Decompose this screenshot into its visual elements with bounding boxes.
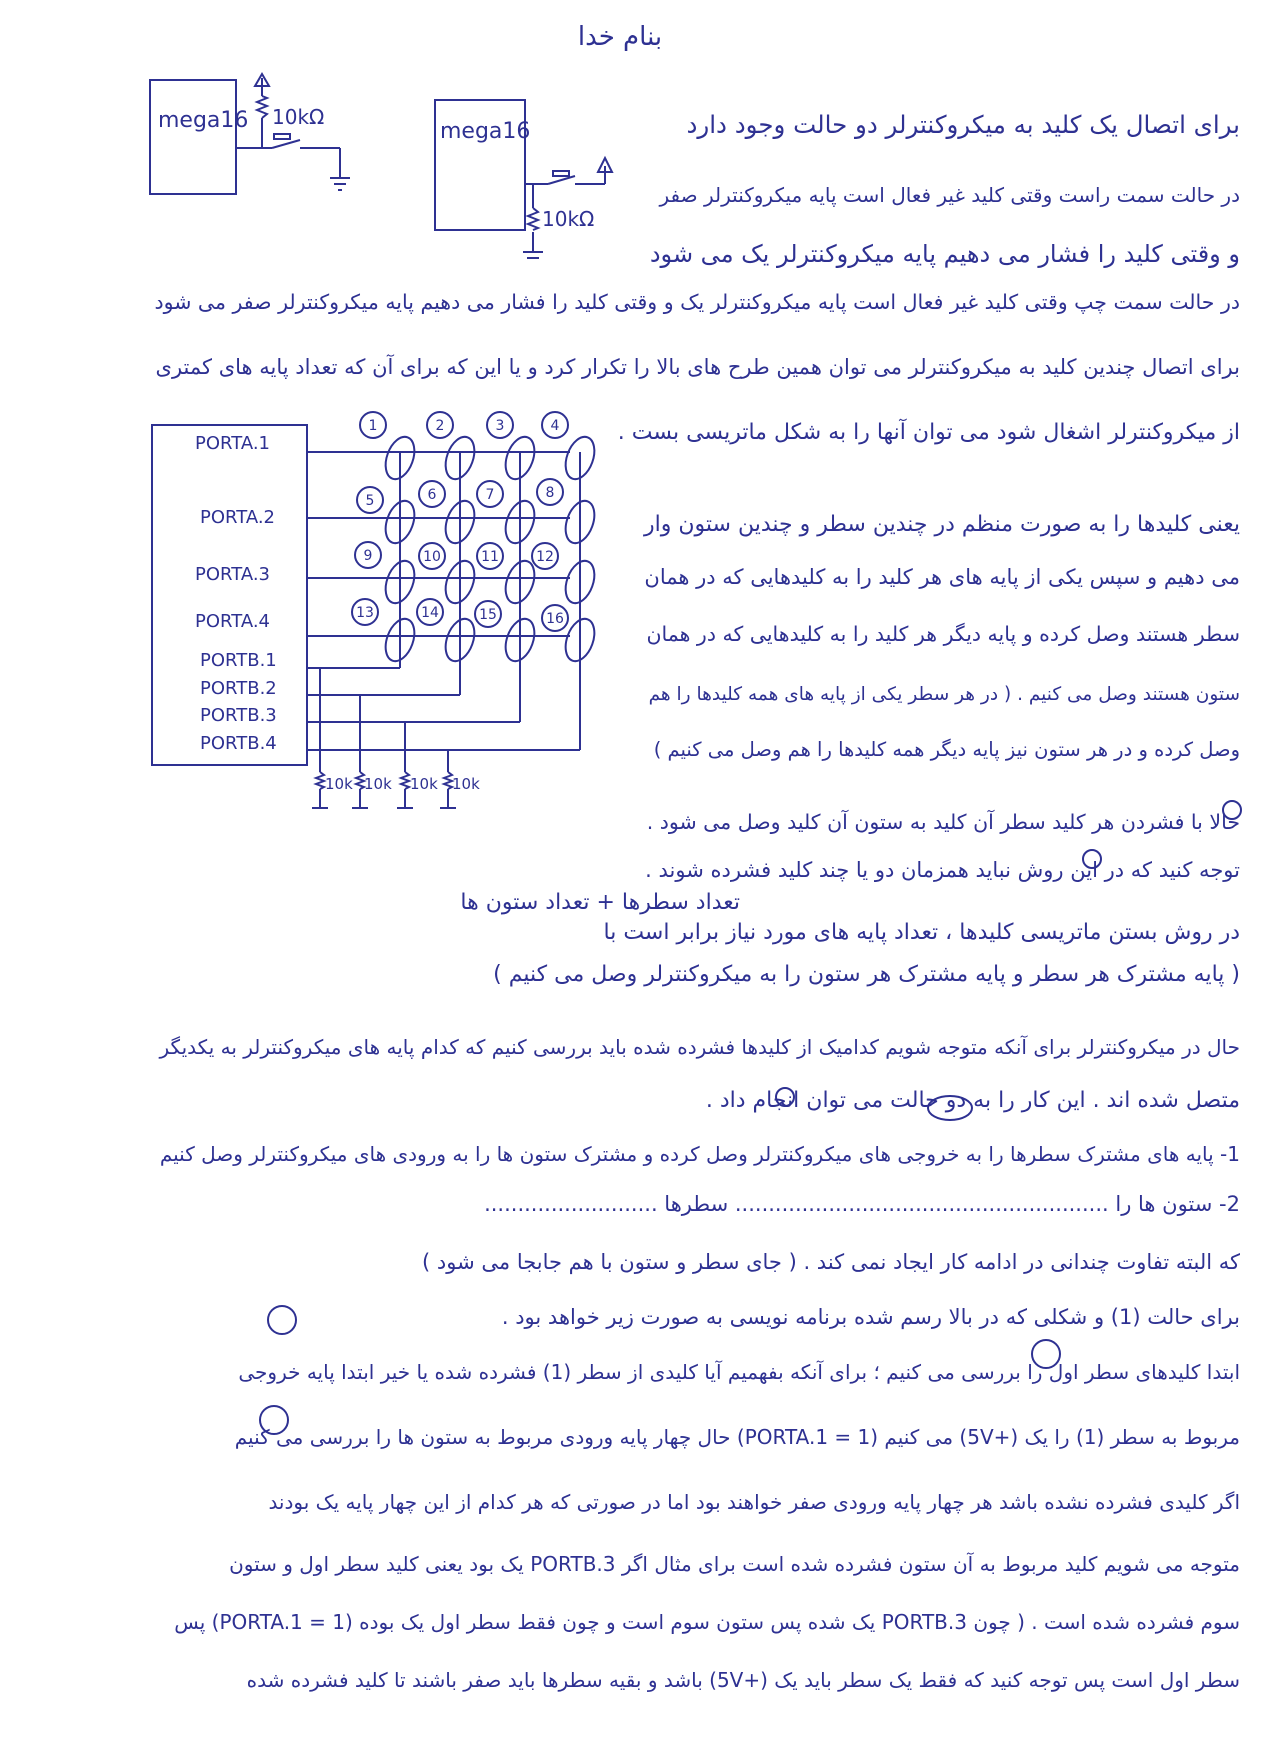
matrix-line: حالا با فشردن هر کلید سطر آن کلید به ستون آن کلید وصل می شود . <box>646 810 1240 834</box>
svg-text:7: 7 <box>485 487 495 503</box>
resistor-label-right: 10kΩ <box>542 207 595 231</box>
body-line: 1- پایه های مشترک سطرها را به خروجی های میکروکنترلر وصل کرده و مشترک ستون ها را به ورودی های میکروکنترلر وصل کنیم <box>159 1142 1240 1166</box>
svg-text:5: 5 <box>365 493 375 509</box>
body-line: برای حالت (1) و شکلی که در بالا رسم شده برنامه نویسی به صورت زیر خواهد بود . <box>501 1305 1240 1329</box>
body-line: متصل شده اند . این کار را به دو حالت می توان انجام داد . <box>705 1088 1240 1113</box>
svg-text:PORTB.1: PORTB.1 <box>200 650 277 671</box>
body-line: تعداد سطرها + تعداد ستون ها <box>460 890 740 915</box>
svg-text:10: 10 <box>423 549 441 565</box>
body-line: که البته تفاوت چندانی در ادامه کار ایجاد نمی کند . ( جای سطر و ستون با هم جابجا می شود ) <box>422 1250 1240 1274</box>
svg-text:PORTA.1: PORTA.1 <box>195 433 270 454</box>
svg-text:3: 3 <box>495 418 505 434</box>
body-line: سوم فشرده شده است . ( چون PORTB.3 یک شده پس ستون سوم است و چون فقط سطر اول یک بوده (PORTA.1 = 1) پس <box>174 1610 1240 1634</box>
svg-text:14: 14 <box>421 605 439 621</box>
body-line: متوجه می شویم کلید مربوط به آن ستون فشرده شده است برای مثال اگر PORTB.3 یک بود یعنی کلید سطر اول و ستون <box>229 1552 1240 1576</box>
matrix-line: می دهیم و سپس یکی از پایه های هر کلید را به کلیدهایی که در همان <box>644 565 1240 589</box>
chip-label-left: mega16 <box>158 108 249 133</box>
switch-right <box>548 176 575 184</box>
matrix-line: یعنی کلیدها را به صورت منظم در چندین سطر و چندین ستون وار <box>644 512 1240 537</box>
svg-text:9: 9 <box>363 548 373 564</box>
svg-text:2: 2 <box>435 418 445 434</box>
port-labels <box>195 433 277 754</box>
body-line: ( پایه مشترک هر سطر و پایه مشترک هر ستون را به میکروکنترلر وصل می کنیم ) <box>493 962 1240 987</box>
resistor-label-left: 10kΩ <box>272 105 325 129</box>
body-line: 2- ستون ها را ........................................................ سطرها .......................... <box>484 1192 1240 1216</box>
svg-text:4: 4 <box>550 418 560 434</box>
body-line: در روش بستن ماتریسی کلیدها ، تعداد پایه های مورد نیاز برابر است با <box>603 920 1240 945</box>
body-line: مربوط به سطر (1) را یک (+5V) می کنیم (PORTA.1 = 1) حال چهار پایه ورودی مربوط به ستون ها را بررسی می کنیم <box>234 1425 1240 1449</box>
body-line: حال در میکروکنترلر برای آنکه متوجه شویم کدامیک از کلیدها فشرده شده باید بررسی کنیم که کدام پایه های میکروکنترلر به یکدیگر <box>159 1035 1240 1059</box>
svg-text:PORTA.4: PORTA.4 <box>195 611 270 632</box>
matrix-line: سطر هستند وصل کرده و پایه دیگر هر کلید را به کلیدهایی که در همان <box>646 622 1240 646</box>
svg-text:11: 11 <box>481 549 499 565</box>
matrix-line: توجه کنید که در این روش نباید همزمان دو یا چند کلید فشرده شوند . <box>645 858 1240 882</box>
intro-line: برای اتصال یک کلید به میکروکنترلر دو حالت وجود دارد <box>686 110 1240 139</box>
svg-text:1: 1 <box>368 418 378 434</box>
resistor-left <box>257 96 267 118</box>
chip-label-right: mega16 <box>440 119 531 144</box>
svg-text:10k: 10k <box>364 775 392 793</box>
svg-text:12: 12 <box>536 549 554 565</box>
svg-text:15: 15 <box>479 607 497 623</box>
body-line: سطر اول است پس توجه کنید که فقط یک سطر باید یک (+5V) باشد و بقیه سطرها باید صفر باشند تا کلید فشرده شده <box>246 1668 1240 1692</box>
svg-text:10k: 10k <box>410 775 438 793</box>
intro-line: در حالت سمت راست وقتی کلید غیر فعال است پایه میکروکنترلر صفر <box>659 183 1240 207</box>
intro-line: در حالت سمت چپ وقتی کلید غیر فعال است پایه میکروکنترلر یک و وقتی کلید را فشار می دهیم پایه میکروکنترلر صفر می شود <box>154 290 1240 314</box>
resistor-right <box>528 208 538 230</box>
body-line: ابتدا کلیدهای سطر اول را بررسی می کنیم ؛ برای آنکه بفهمیم آیا کلیدی از سطر (1) فشرده شده یا خیر ابتدا پایه خروجی <box>238 1360 1240 1384</box>
svg-text:6: 6 <box>427 487 437 503</box>
svg-text:16: 16 <box>546 611 564 627</box>
svg-text:13: 13 <box>356 605 374 621</box>
svg-text:10k: 10k <box>325 775 353 793</box>
switch-left <box>272 140 300 148</box>
page-title: بنام خدا <box>577 22 663 52</box>
svg-text:PORTA.3: PORTA.3 <box>195 564 270 585</box>
matrix-line: وصل کرده و در هر ستون نیز پایه دیگر همه کلیدها را هم وصل می کنیم ) <box>653 738 1240 761</box>
mega16-chip-left <box>150 80 236 194</box>
svg-text:10k: 10k <box>452 775 480 793</box>
intro-line: از میکروکنترلر اشغال شود می توان آنها را به شکل ماتریسی بست . <box>617 420 1240 445</box>
svg-text:8: 8 <box>545 485 555 501</box>
svg-text:PORTB.3: PORTB.3 <box>200 705 277 726</box>
svg-text:PORTB.4: PORTB.4 <box>200 733 277 754</box>
body-line: اگر کلیدی فشرده نشده باشد هر چهار پایه ورودی صفر خواهند بود اما در صورتی که هر کدام از این چهار پایه یک بودند <box>268 1490 1240 1514</box>
svg-text:PORTB.2: PORTB.2 <box>200 678 277 699</box>
matrix-line: ستون هستند وصل می کنیم . ( در هر سطر یکی از پایه های همه کلیدها را هم <box>648 684 1240 705</box>
svg-text:PORTA.2: PORTA.2 <box>200 507 275 528</box>
intro-line: برای اتصال چندین کلید به میکروکنترلر می توان همین طرح های بالا را تکرار کرد و یا این که برای آن که تعداد پایه های کمتری <box>155 355 1240 379</box>
intro-line: و وقتی کلید را فشار می دهیم پایه میکروکنترلر یک می شود <box>649 240 1240 268</box>
